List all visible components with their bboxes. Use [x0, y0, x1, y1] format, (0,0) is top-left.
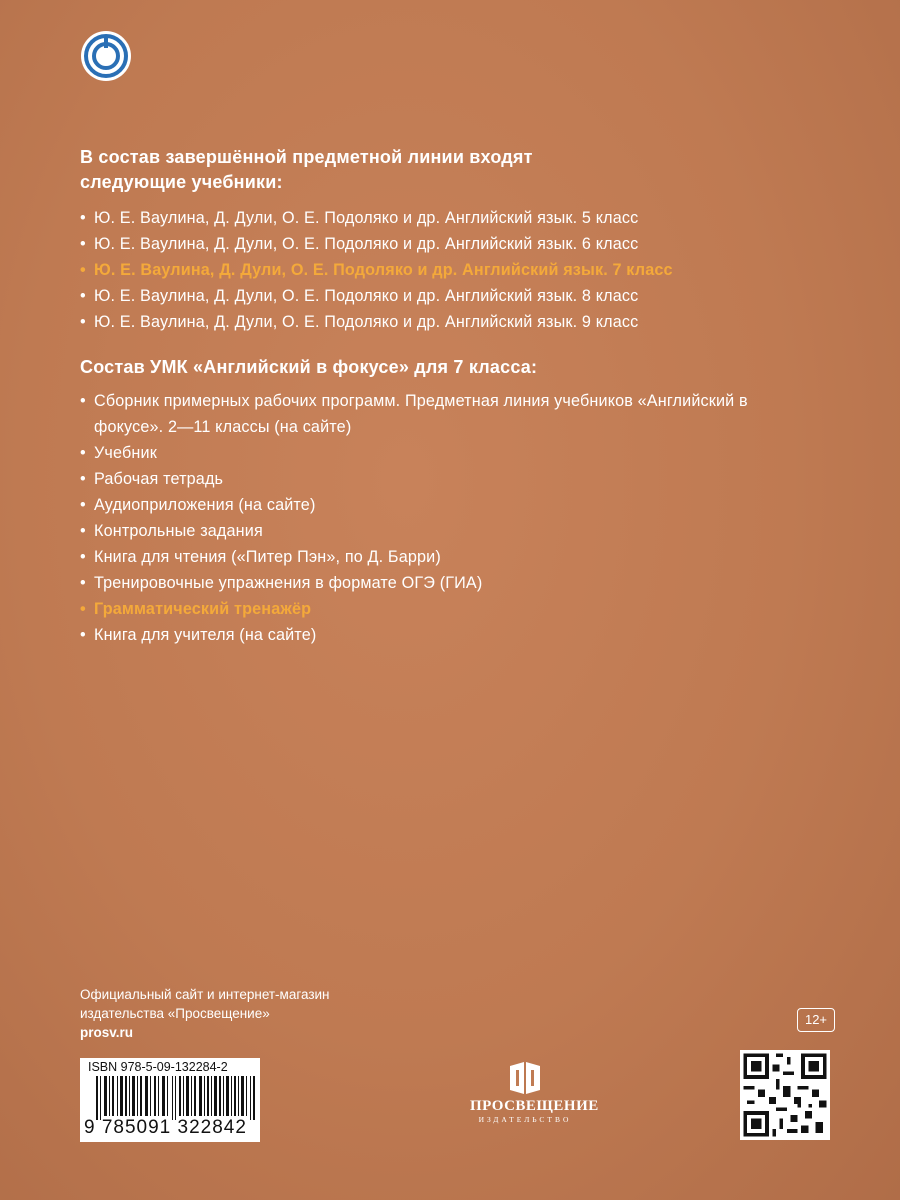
publisher-subtitle: ИЗДАТЕЛЬСТВО	[478, 1115, 572, 1124]
site-url: prosv.ru	[80, 1025, 134, 1040]
list-item-highlighted: • Грамматический тренажёр	[80, 596, 840, 622]
list-item: • Сборник примерных рабочих программ. Предметная линия учебников «Английский в фокусе». 2—11 классы (на сайте)	[80, 388, 784, 440]
textbook-line-section	[80, 145, 840, 335]
age-rating-badge: 12+	[797, 1008, 835, 1032]
list-item: • Ю. Е. Ваулина, Д. Дули, О. Е. Подоляко и др. Английский язык. 8 класс	[80, 283, 840, 309]
publisher-name: ПРОСВЕЩЕНИЕ	[470, 1098, 599, 1114]
list-item-highlighted: • Ю. Е. Ваулина, Д. Дули, О. Е. Подоляко и др. Английский язык. 7 класс	[80, 257, 840, 283]
list-item: • Ю. Е. Ваулина, Д. Дули, О. Е. Подоляко и др. Английский язык. 9 класс	[80, 309, 840, 335]
isbn-label: ISBN 978-5-09-132284-2	[88, 1060, 228, 1074]
official-site-note: Официальный сайт и интернет-магазин издательства «Просвещение» prosv.ru	[80, 987, 330, 1040]
list-item: • Аудиоприложения (на сайте)	[80, 492, 840, 518]
list-item: • Книга для чтения («Питер Пэн», по Д. Барри)	[80, 544, 840, 570]
textbook-list	[80, 205, 840, 335]
list-item: • Учебник	[80, 440, 840, 466]
list-item: • Тренировочные упражнения в формате ОГЭ (ГИА)	[80, 570, 840, 596]
umk-heading: Состав УМК «Английский в фокусе» для 7 класса:	[80, 357, 538, 377]
barcode-digits: 9 785091 322842	[84, 1117, 247, 1138]
list-item: • Ю. Е. Ваулина, Д. Дули, О. Е. Подоляко и др. Английский язык. 6 класс	[80, 231, 840, 257]
list-item: • Рабочая тетрадь	[80, 466, 840, 492]
publisher-mark	[470, 1060, 599, 1130]
publisher-book-icon	[508, 1060, 542, 1096]
barcode	[80, 1058, 260, 1142]
list-item: • Книга для учителя (на сайте)	[80, 622, 840, 648]
qr-code-icon	[740, 1050, 830, 1140]
umk-list	[80, 388, 840, 648]
textbook-line-heading: В состав завершённой предметной линии входят следующие учебники:	[80, 147, 533, 192]
umk-section	[80, 355, 840, 648]
publisher-logo-icon	[80, 30, 132, 82]
list-item: • Ю. Е. Ваулина, Д. Дули, О. Е. Подоляко и др. Английский язык. 5 класс	[80, 205, 840, 231]
barcode-bars-icon	[96, 1076, 256, 1120]
list-item: • Контрольные задания	[80, 518, 840, 544]
